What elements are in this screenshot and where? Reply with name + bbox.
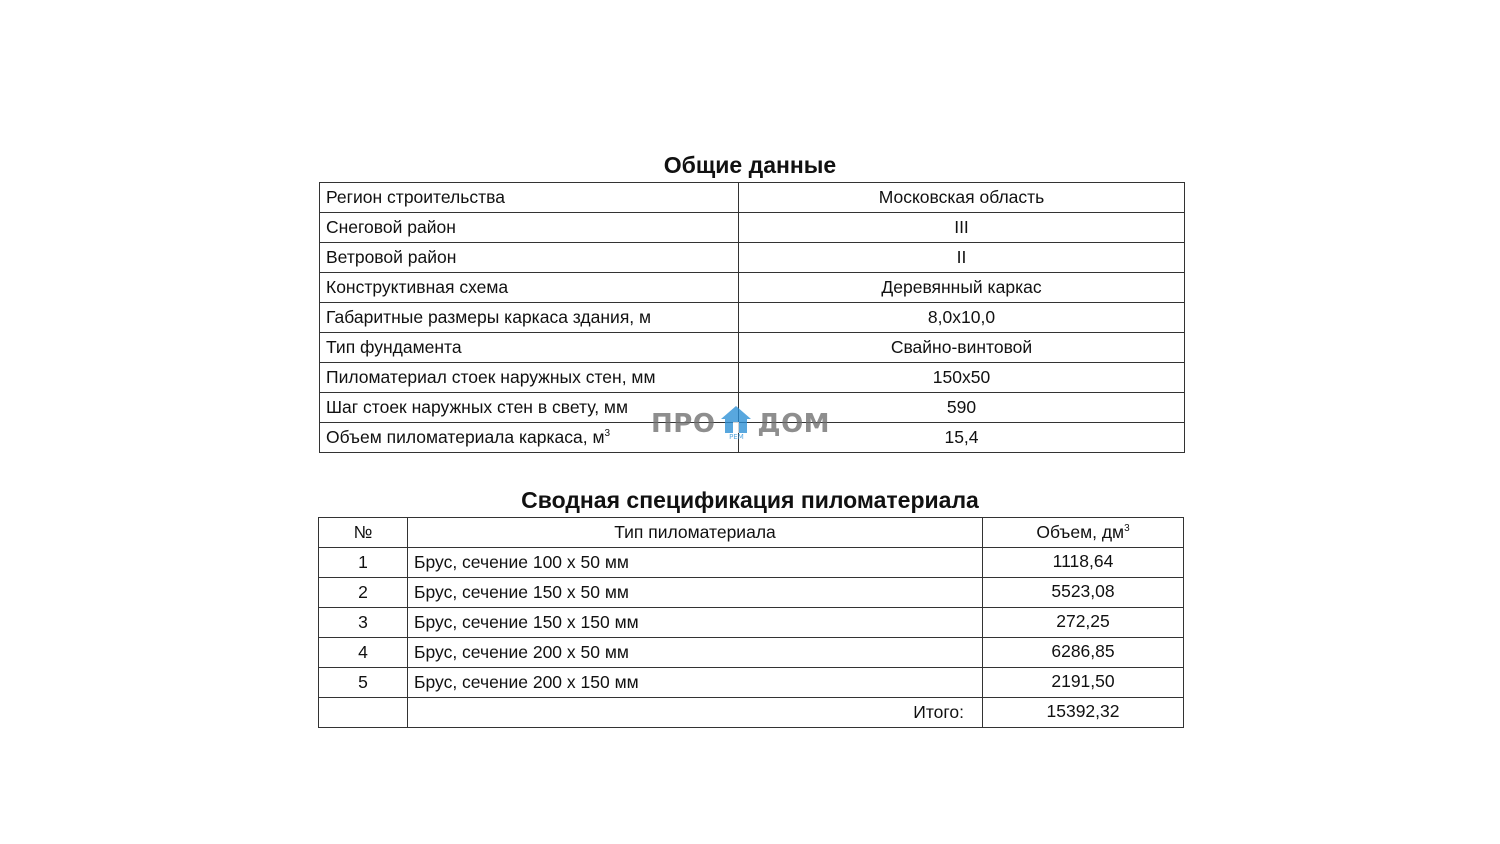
row-number: 2 [319, 578, 408, 608]
lumber-type: Брус, сечение 150 х 150 мм [408, 608, 983, 638]
param-name: Регион строительства [320, 183, 739, 213]
lumber-volume: 1118,64 [983, 548, 1184, 578]
table-row [320, 333, 1185, 363]
row-number: 3 [319, 608, 408, 638]
general-data-title: Общие данные [663, 152, 837, 178]
lumber-volume: 5523,08 [983, 578, 1184, 608]
param-value: Московская область [739, 183, 1185, 213]
unit-exponent: 3 [1124, 523, 1130, 534]
column-header-number: № [319, 518, 408, 548]
table-row [320, 183, 1185, 213]
param-name-with-unit [320, 423, 739, 453]
param-name: Объем пиломатериала каркаса, м [326, 427, 605, 447]
lumber-volume: 2191,50 [983, 668, 1184, 698]
row-number: 5 [319, 668, 408, 698]
lumber-volume: 272,25 [983, 608, 1184, 638]
param-name: Тип фундамента [320, 333, 739, 363]
table-row [320, 213, 1185, 243]
watermark-small-text: РЕМ [729, 433, 744, 441]
watermark-text-left: ПРО [651, 409, 716, 439]
lumber-spec-table [318, 517, 1184, 728]
row-number: 1 [319, 548, 408, 578]
column-header-volume [983, 518, 1184, 548]
param-value: II [739, 243, 1185, 273]
param-value: 590 [739, 393, 1185, 423]
column-header-volume-label: Объем, дм [1036, 522, 1125, 542]
table-row [320, 303, 1185, 333]
lumber-type: Брус, сечение 200 х 50 мм [408, 638, 983, 668]
total-label: Итого: [408, 698, 983, 728]
table-row [320, 363, 1185, 393]
param-value: 150х50 [739, 363, 1185, 393]
param-name: Снеговой район [320, 213, 739, 243]
row-number: 4 [319, 638, 408, 668]
table-row [319, 578, 1184, 608]
param-value: Свайно-винтовой [739, 333, 1185, 363]
table-row [319, 668, 1184, 698]
param-name: Пиломатериал стоек наружных стен, мм [320, 363, 739, 393]
lumber-type: Брус, сечение 150 х 50 мм [408, 578, 983, 608]
unit-exponent: 3 [604, 428, 611, 439]
param-name: Габаритные размеры каркаса здания, м [320, 303, 739, 333]
param-value: Деревянный каркас [739, 273, 1185, 303]
total-row [319, 698, 1184, 728]
param-value: 8,0х10,0 [739, 303, 1185, 333]
lumber-volume: 6286,85 [983, 638, 1184, 668]
table-header-row [319, 518, 1184, 548]
lumber-type: Брус, сечение 100 х 50 мм [408, 548, 983, 578]
table-row [320, 423, 1185, 453]
param-value: 15,4 [739, 423, 1185, 453]
column-header-type: Тип пиломатериала [408, 518, 983, 548]
spec-title: Сводная спецификация пиломатериала [521, 487, 979, 513]
param-name: Ветровой район [320, 243, 739, 273]
table-row [319, 548, 1184, 578]
table-row [319, 638, 1184, 668]
table-row [320, 273, 1185, 303]
watermark-text-right: ДОМ [757, 409, 831, 439]
table-row [320, 393, 1185, 423]
table-row [319, 608, 1184, 638]
general-data-table [319, 182, 1185, 453]
table-row [320, 243, 1185, 273]
param-name: Шаг стоек наружных стен в свету, мм [320, 393, 739, 423]
total-value: 15392,32 [983, 698, 1184, 728]
total-empty-cell [319, 698, 408, 728]
param-value: III [739, 213, 1185, 243]
param-name: Конструктивная схема [320, 273, 739, 303]
lumber-type: Брус, сечение 200 х 150 мм [408, 668, 983, 698]
